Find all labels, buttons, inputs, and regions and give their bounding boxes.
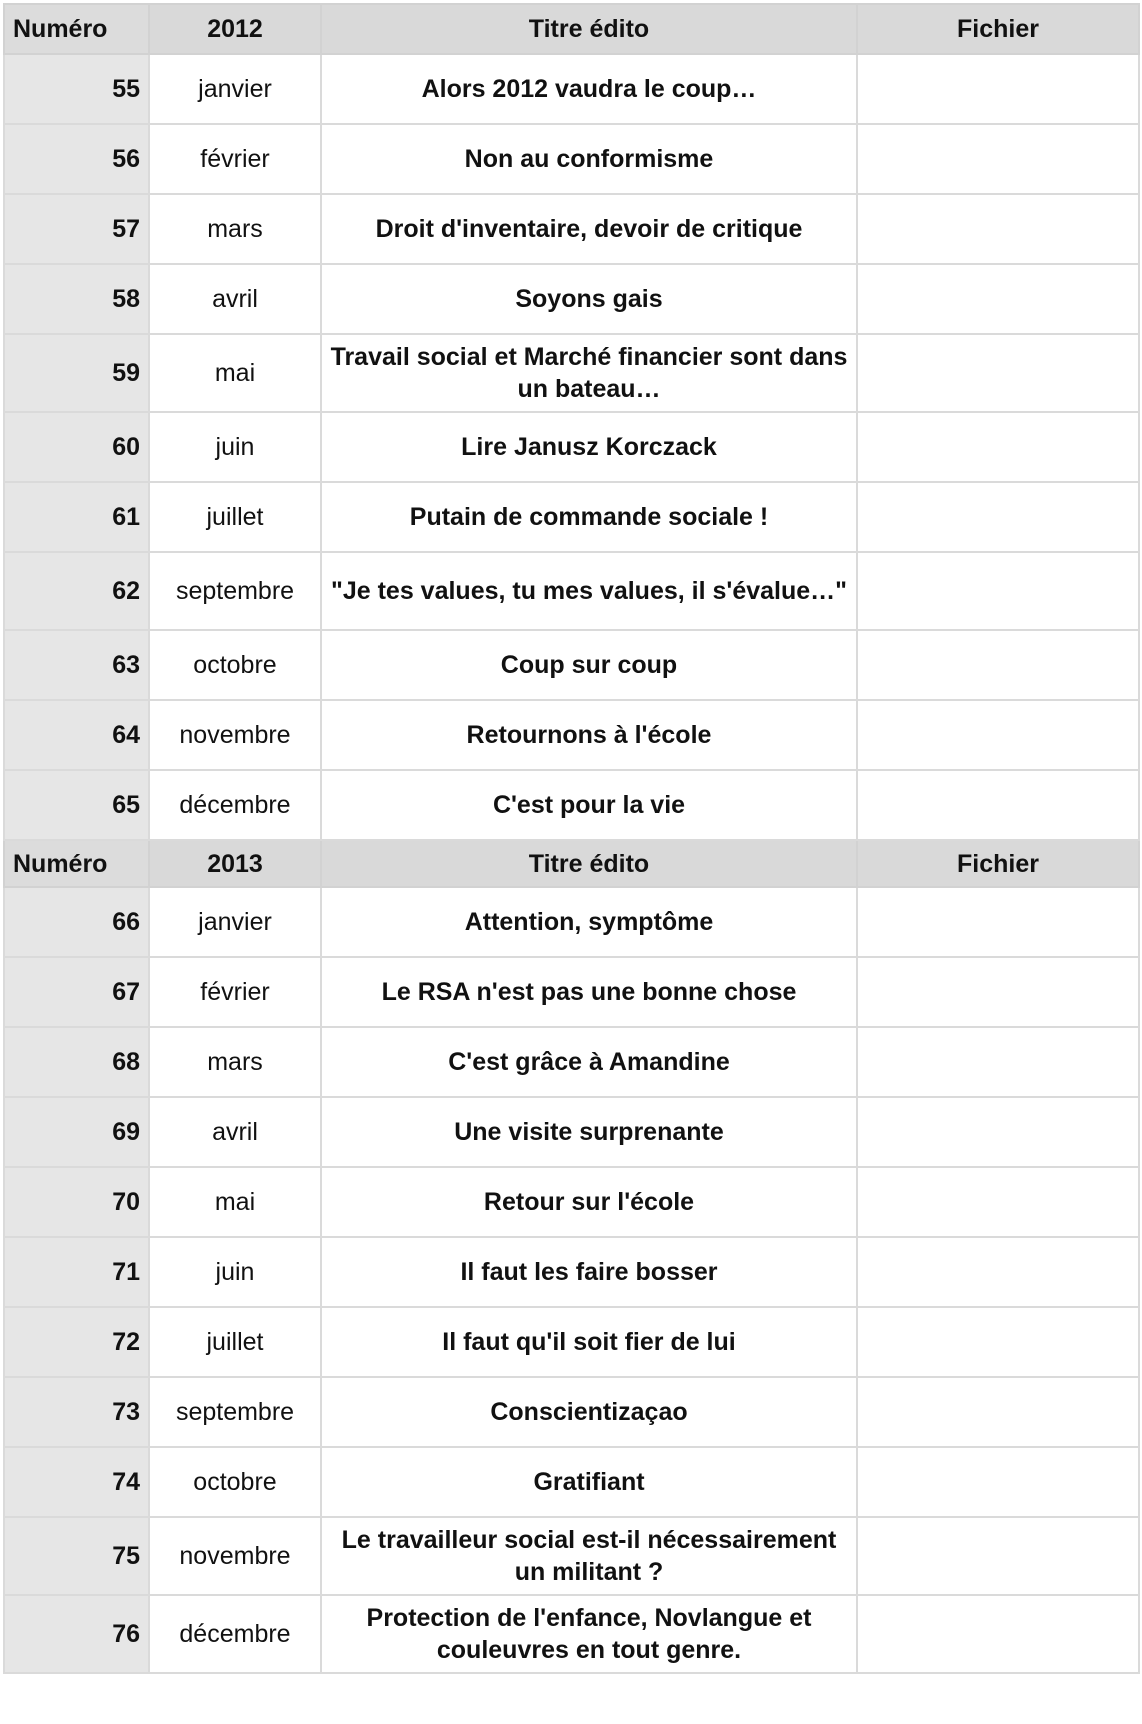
file-cell[interactable]	[857, 1307, 1139, 1377]
edito-title: Alors 2012 vaudra le coup…	[321, 54, 857, 124]
issue-month: janvier	[149, 887, 321, 957]
issue-number: 56	[4, 124, 149, 194]
table-row	[4, 700, 1139, 770]
edito-title: Non au conformisme	[321, 124, 857, 194]
issue-number: 71	[4, 1237, 149, 1307]
edito-title: Retournons à l'école	[321, 700, 857, 770]
edito-title: Le RSA n'est pas une bonne chose	[321, 957, 857, 1027]
table-row	[4, 1167, 1139, 1237]
issue-number: 64	[4, 700, 149, 770]
edito-title: Protection de l'enfance, Novlangue et couleuvres en tout genre.	[321, 1595, 857, 1673]
table-row	[4, 630, 1139, 700]
issue-number: 61	[4, 482, 149, 552]
table-row	[4, 1595, 1139, 1673]
column-header-year: 2013	[149, 840, 321, 887]
header-row-2012	[4, 4, 1139, 54]
edito-title: Attention, symptôme	[321, 887, 857, 957]
table-row	[4, 1377, 1139, 1447]
issue-month: juin	[149, 412, 321, 482]
edito-title: Gratifiant	[321, 1447, 857, 1517]
issue-month: avril	[149, 1097, 321, 1167]
issue-month: mars	[149, 194, 321, 264]
issue-month: janvier	[149, 54, 321, 124]
issue-month: mars	[149, 1027, 321, 1097]
file-cell[interactable]	[857, 1097, 1139, 1167]
issue-month: juillet	[149, 482, 321, 552]
edito-title: Retour sur l'école	[321, 1167, 857, 1237]
file-cell[interactable]	[857, 264, 1139, 334]
table-row	[4, 124, 1139, 194]
issue-month: mai	[149, 334, 321, 412]
file-cell[interactable]	[857, 887, 1139, 957]
table-row	[4, 1447, 1139, 1517]
table-row	[4, 552, 1139, 630]
file-cell[interactable]	[857, 412, 1139, 482]
edito-title: Le travailleur social est-il nécessairement un militant ?	[321, 1517, 857, 1595]
issue-number: 76	[4, 1595, 149, 1673]
issue-number: 63	[4, 630, 149, 700]
table-row	[4, 1237, 1139, 1307]
edito-title: "Je tes values, tu mes values, il s'évalue…"	[321, 552, 857, 630]
edito-title: Lire Janusz Korczack	[321, 412, 857, 482]
issue-number: 67	[4, 957, 149, 1027]
file-cell[interactable]	[857, 630, 1139, 700]
edito-title: Conscientizaçao	[321, 1377, 857, 1447]
edito-title: Travail social et Marché financier sont dans un bateau…	[321, 334, 857, 412]
table-row	[4, 957, 1139, 1027]
file-cell[interactable]	[857, 1167, 1139, 1237]
table-row	[4, 194, 1139, 264]
table-row	[4, 482, 1139, 552]
issue-month: novembre	[149, 700, 321, 770]
issue-month: février	[149, 957, 321, 1027]
file-cell[interactable]	[857, 770, 1139, 840]
file-cell[interactable]	[857, 700, 1139, 770]
issue-number: 58	[4, 264, 149, 334]
edito-title: Coup sur coup	[321, 630, 857, 700]
edito-title: Droit d'inventaire, devoir de critique	[321, 194, 857, 264]
issue-number: 74	[4, 1447, 149, 1517]
issue-number: 73	[4, 1377, 149, 1447]
issue-number: 75	[4, 1517, 149, 1595]
file-cell[interactable]	[857, 334, 1139, 412]
file-cell[interactable]	[857, 124, 1139, 194]
issue-month: septembre	[149, 552, 321, 630]
edito-title: Une visite surprenante	[321, 1097, 857, 1167]
edito-title: C'est pour la vie	[321, 770, 857, 840]
issue-month: juin	[149, 1237, 321, 1307]
column-header-numero: Numéro	[4, 840, 149, 887]
column-header-fichier: Fichier	[857, 840, 1139, 887]
table-row	[4, 264, 1139, 334]
header-row-2013	[4, 840, 1139, 887]
issue-month: novembre	[149, 1517, 321, 1595]
file-cell[interactable]	[857, 1027, 1139, 1097]
issue-number: 65	[4, 770, 149, 840]
edito-title: C'est grâce à Amandine	[321, 1027, 857, 1097]
issue-number: 66	[4, 887, 149, 957]
file-cell[interactable]	[857, 957, 1139, 1027]
table-row	[4, 1097, 1139, 1167]
table-row	[4, 334, 1139, 412]
file-cell[interactable]	[857, 1377, 1139, 1447]
issue-number: 55	[4, 54, 149, 124]
table-row	[4, 412, 1139, 482]
edito-sheet	[3, 3, 1138, 1674]
edito-title: Putain de commande sociale !	[321, 482, 857, 552]
edito-title: Il faut qu'il soit fier de lui	[321, 1307, 857, 1377]
file-cell[interactable]	[857, 1595, 1139, 1673]
edito-title: Soyons gais	[321, 264, 857, 334]
issue-number: 70	[4, 1167, 149, 1237]
table-row	[4, 770, 1139, 840]
file-cell[interactable]	[857, 1447, 1139, 1517]
issue-number: 60	[4, 412, 149, 482]
edito-table	[3, 3, 1140, 1674]
column-header-numero: Numéro	[4, 4, 149, 54]
table-body	[4, 4, 1139, 1673]
issue-month: décembre	[149, 1595, 321, 1673]
issue-month: février	[149, 124, 321, 194]
file-cell[interactable]	[857, 1237, 1139, 1307]
issue-month: avril	[149, 264, 321, 334]
issue-number: 62	[4, 552, 149, 630]
column-header-fichier: Fichier	[857, 4, 1139, 54]
issue-month: octobre	[149, 630, 321, 700]
issue-number: 57	[4, 194, 149, 264]
issue-month: juillet	[149, 1307, 321, 1377]
edito-title: Il faut les faire bosser	[321, 1237, 857, 1307]
file-cell[interactable]	[857, 482, 1139, 552]
table-row	[4, 887, 1139, 957]
issue-number: 72	[4, 1307, 149, 1377]
issue-number: 69	[4, 1097, 149, 1167]
column-header-year: 2012	[149, 4, 321, 54]
column-header-titre: Titre édito	[321, 840, 857, 887]
file-cell[interactable]	[857, 1517, 1139, 1595]
column-header-titre: Titre édito	[321, 4, 857, 54]
file-cell[interactable]	[857, 552, 1139, 630]
issue-number: 68	[4, 1027, 149, 1097]
issue-number: 59	[4, 334, 149, 412]
file-cell[interactable]	[857, 194, 1139, 264]
issue-month: septembre	[149, 1377, 321, 1447]
table-row	[4, 1307, 1139, 1377]
issue-month: mai	[149, 1167, 321, 1237]
issue-month: décembre	[149, 770, 321, 840]
table-row	[4, 54, 1139, 124]
issue-month: octobre	[149, 1447, 321, 1517]
table-row	[4, 1517, 1139, 1595]
table-row	[4, 1027, 1139, 1097]
file-cell[interactable]	[857, 54, 1139, 124]
